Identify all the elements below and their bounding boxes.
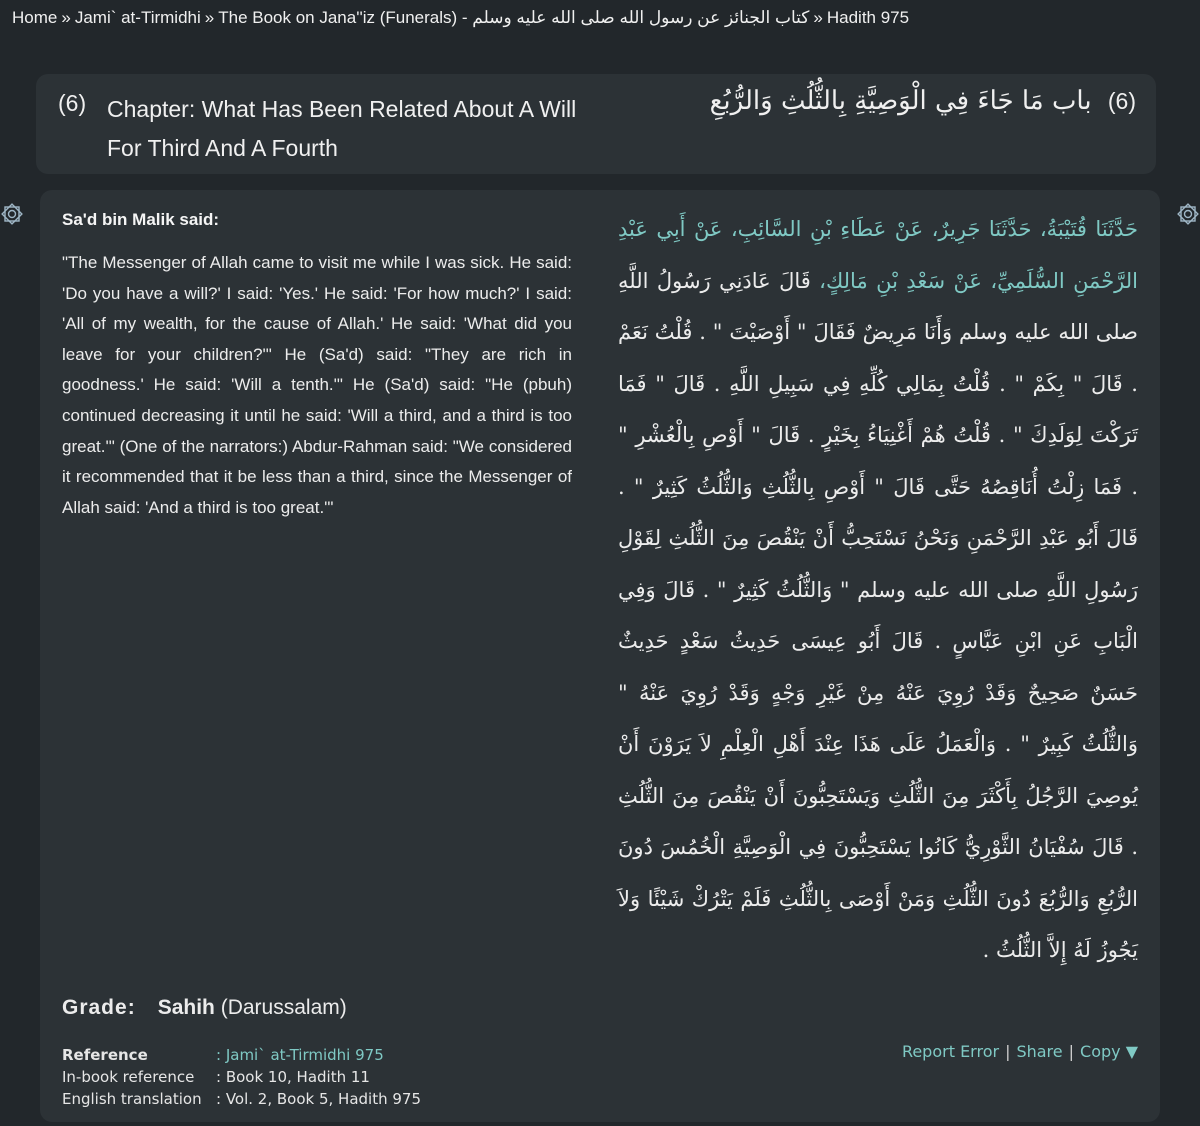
copy-dropdown[interactable]: Copy ▼ xyxy=(1080,1042,1138,1061)
chapter-title-english: Chapter: What Has Been Related About A Will For Third And A Fourth xyxy=(107,96,577,161)
hadith-chain-arabic: حَدَّثَنَا قُتَيْبَةُ، حَدَّثَنَا جَرِيرٌ، عَنْ عَطَاءِ بْنِ السَّائِبِ، عَنْ أَبِي عَبْدِ الرَّحْمَنِ السُّلَمِيِّ، عَنْ سَعْدِ بْنِ مَالِكٍ، xyxy=(618,217,1139,293)
breadcrumb xyxy=(12,8,1188,28)
hadith-text-english: "The Messenger of Allah came to visit me while I was sick. He said: 'Do you have a will?' I said: 'Yes.' He said: 'For how much?' I said: 'All of my wealth, for the cause of Allah.' He said: 'What did you leave for your children?'" He (Sa'd) said: "They are rich in goodness.' He said: 'Will a tenth.'" He (Sa'd) said: "He (pbuh) continued decreasing it until he said: 'Will a third, and a third is too great.'" (One of the narrators:) Abdur-Rahman said: "We considered it recommended that it be less than a third, since the Messenger of Allah said: 'And a third is too great.'" xyxy=(62,253,572,517)
grade-label: Grade: xyxy=(62,996,136,1019)
action-divider: | xyxy=(1005,1042,1011,1061)
hadith-actions xyxy=(902,1042,1138,1061)
share-link[interactable]: Share xyxy=(1016,1042,1063,1061)
breadcrumb-collection[interactable]: Jami` at-Tirmidhi xyxy=(74,8,201,27)
ornament-star-icon xyxy=(1174,200,1200,228)
inbook-reference-label: In-book reference xyxy=(62,1068,195,1086)
inbook-reference-value: : Book 10, Hadith 11 xyxy=(216,1068,370,1086)
breadcrumb-book[interactable]: The Book on Jana''iz (Funerals) - كتاب الجنائز عن رسول الله صلى الله عليه وسلم xyxy=(218,8,810,27)
reference-table xyxy=(62,1044,421,1110)
chapter-header xyxy=(36,74,1156,174)
report-error-link[interactable]: Report Error xyxy=(901,1042,1000,1061)
grade-value: Sahih xyxy=(157,996,215,1019)
english-translation-value: : Vol. 2, Book 5, Hadith 975 xyxy=(216,1090,422,1108)
hadith-text-arabic xyxy=(618,204,1138,977)
breadcrumb-separator: » xyxy=(61,8,71,27)
chapter-number-arabic: (6) xyxy=(1107,88,1136,114)
chapter-title-arabic-text: باب مَا جَاءَ فِي الْوَصِيَّةِ بِالثُّلُثِ وَالرُّبُعِ xyxy=(709,86,1092,116)
action-divider: | xyxy=(1068,1042,1075,1061)
hadith-narrator: Sa'd bin Malik said: xyxy=(62,210,220,229)
ornament-star-icon xyxy=(0,200,26,228)
chapter-number: (6) xyxy=(58,90,87,116)
english-translation-label: English translation xyxy=(62,1090,202,1108)
chapter-title-arabic xyxy=(576,86,1136,116)
reference-link[interactable]: : Jami` at-Tirmidhi 975 xyxy=(216,1046,384,1064)
hadith-matn-arabic: قَالَ عَادَنِي رَسُولُ اللَّهِ صلى الله عليه وسلم وَأَنَا مَرِيضٌ فَقَالَ " أَوْصَيْتَ " . قُلْتُ نَعَمْ . قَالَ " بِكَمْ " . قُلْتُ بِمَالِي كُلِّهِ فِي سَبِيلِ اللَّهِ . قَالَ " فَمَا تَرَكْتَ لِوَلَدِكَ " . قُلْتُ هُمْ أَغْنِيَاءُ بِخَيْرٍ . قَالَ " أَوْصِ بِالْعُشْرِ " . فَمَا زِلْتُ أُنَاقِصُهُ حَتَّى قَالَ " أَوْصِ بِالثُّلُثِ وَالثُّلُثُ كَثِيرٌ " . قَالَ أَبُو عَبْدِ الرَّحْمَنِ وَنَحْنُ نَسْتَحِبُّ أَنْ يَنْقُصَ مِنَ الثُّلُثِ لِقَوْلِ رَسُولِ اللَّهِ صلى الله عليه وسلم " وَالثُّلُثُ كَثِيرٌ " . قَالَ وَفِي الْبَابِ عَنِ ابْنِ عَبَّاسٍ . قَالَ أَبُو عِيسَى حَدِيثُ سَعْدٍ حَدِيثٌ حَسَنٌ صَحِيحٌ وَقَدْ رُوِيَ عَنْهُ مِنْ غَيْرِ وَجْهٍ وَقَدْ رُوِيَ عَنْهُ " وَالثُّلُثُ كَبِيرٌ " . وَالْعَمَلُ عَلَى هَذَا عِنْدَ أَهْلِ الْعِلْمِ لاَ يَرَوْنَ أَنْ يُوصِيَ الرَّجُلُ بِأَكْثَرَ مِنَ الثُّلُثِ وَيَسْتَحِبُّونَ أَنْ يَنْقُصَ مِنَ الثُّلُثِ . قَالَ سُفْيَانُ الثَّوْرِيُّ كَانُوا يَسْتَحِبُّونَ فِي الْوَصِيَّةِ الْخُمُسَ دُونَ الرُّبُعِ وَالرُّبُعَ دُونَ الثُّلُثِ وَمَنْ أَوْصَى بِالثُّلُثِ فَلَمْ يَتْرُكْ شَيْئًا وَلاَ يَجُوزُ لَهُ إِلاَّ الثُّلُثُ . xyxy=(618,268,1138,962)
breadcrumb-separator: » xyxy=(204,8,215,27)
reference-label: Reference xyxy=(62,1046,148,1064)
hadith-grade xyxy=(62,996,347,1020)
breadcrumb-hadith: Hadith 975 xyxy=(826,8,910,27)
breadcrumb-home[interactable]: Home xyxy=(12,8,58,27)
grade-source: (Darussalam) xyxy=(220,996,347,1019)
hadith-container xyxy=(40,190,1160,1122)
breadcrumb-separator: » xyxy=(813,8,823,27)
